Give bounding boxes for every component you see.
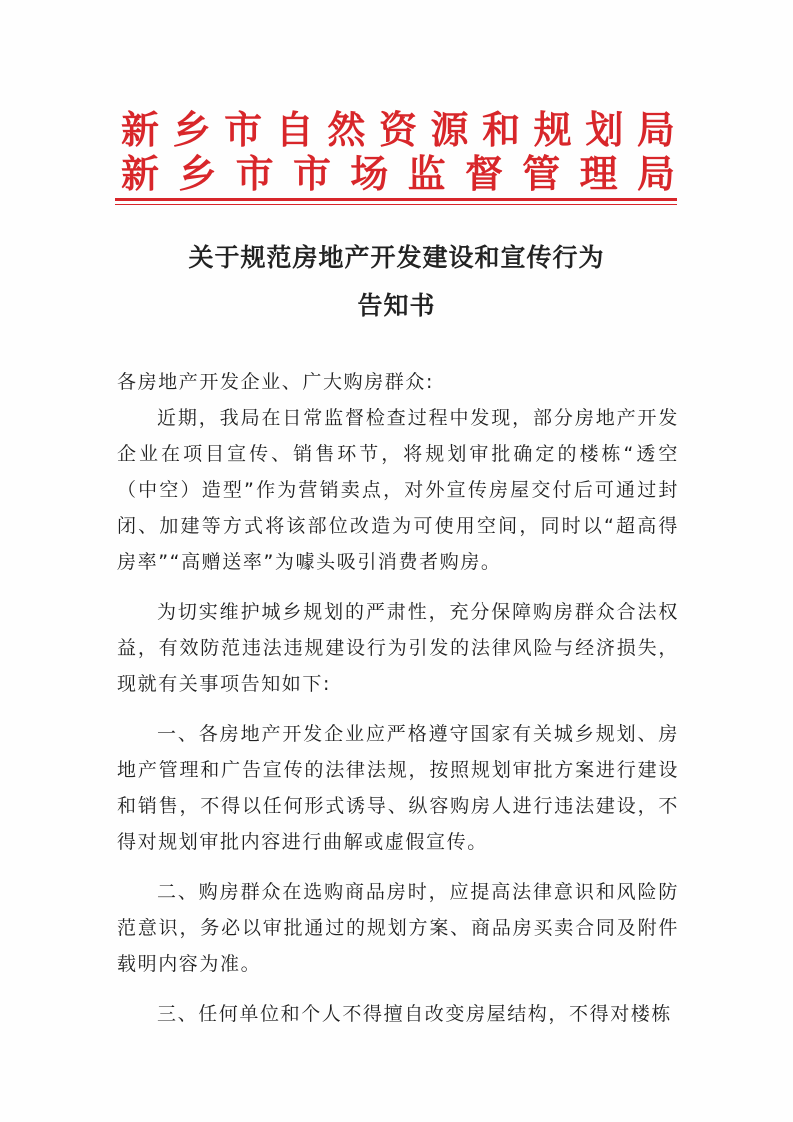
letterhead-red-line-thick xyxy=(115,198,677,201)
body-paragraph: 一、各房地产开发企业应严格遵守国家有关城乡规划、房地产管理和广告宣传的法律法规，按照规划审批方案进行建设和销售，不得以任何形式诱导、纵容购房人进行违法建设，不得对规划审批内容进行曲解或虚假宣传。 xyxy=(117,723,679,853)
body-paragraph: 为切实维护城乡规划的严肃性，充分保障购房群众合法权益，有效防范违法违规建设行为引发的法律风险与经济损失，现就有关事项告知如下: xyxy=(117,601,679,695)
letterhead xyxy=(118,108,678,196)
agency-name-natural-resources: 新 乡 市 自 然 资 源 和 规 划 局 xyxy=(120,107,675,152)
salutation: 各房地产开发企业、广大购房群众: xyxy=(117,371,435,393)
document-body xyxy=(117,364,679,1046)
body-paragraph: 三、任何单位和个人不得擅自改变房屋结构，不得对楼栋 xyxy=(157,1003,673,1025)
body-paragraph: 近期，我局在日常监督检查过程中发现，部分房地产开发企业在项目宣传、销售环节，将规划审批确定的楼栋“透空（中空）造型”作为营销卖点，对外宣传房屋交付后可通过封闭、加建等方式将该部位改造为可使用空间，同时以“超高得房率”“高赠送率”为噱头吸引消费者购房。 xyxy=(117,407,679,573)
body-paragraph: 二、购房群众在选购商品房时，应提高法律意识和风险防范意识，务必以审批通过的规划方案、商品房买卖合同及附件载明内容为准。 xyxy=(117,881,679,975)
agency-name-market-supervision: 新 乡 市 市 场 监 督 管 理 局 xyxy=(120,151,675,196)
letterhead-red-line-thin xyxy=(115,204,677,205)
document-title-line-1: 关于规范房地产开发建设和宣传行为 xyxy=(188,243,605,272)
document-title-line-2: 告知书 xyxy=(357,291,436,320)
